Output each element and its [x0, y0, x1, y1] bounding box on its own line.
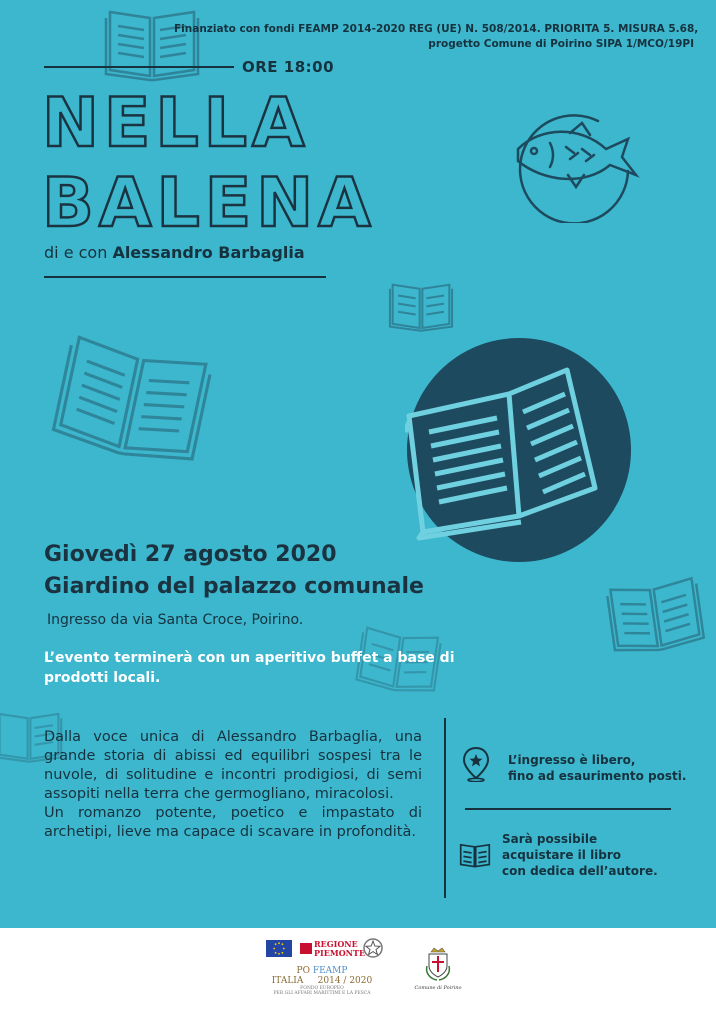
- po-label: PO: [296, 966, 310, 976]
- po-feamp-logo: [262, 966, 382, 996]
- divider: [465, 808, 671, 810]
- regione-line: PIEMONTE: [314, 947, 366, 958]
- open-book-icon: [599, 567, 711, 658]
- regione-line: REGIONE: [314, 939, 358, 949]
- years-label: 2014 / 2020: [317, 976, 373, 986]
- info-line: acquistare il libro: [502, 848, 622, 862]
- regione-piemonte-logo: [300, 939, 366, 958]
- open-book-icon: [386, 278, 456, 332]
- description-paragraph: Un romanzo potente, poetico e impastato di archetipi, lieve ma capace di scavare in profondità.: [44, 805, 422, 840]
- book-description: [44, 728, 422, 842]
- title-line: NELLA: [42, 84, 310, 163]
- fund-line: FONDO EUROPEO: [300, 986, 344, 991]
- italia-years: [262, 976, 382, 986]
- feamp-label: FEAMP: [312, 966, 348, 976]
- regione-label: [314, 940, 365, 957]
- divider: [444, 718, 446, 898]
- aperitivo-note: L’evento terminerà con un aperitivo buffet a base di prodotti locali.: [44, 650, 455, 686]
- book-emblem-icon: [405, 336, 633, 564]
- author-credit: [44, 243, 305, 262]
- comune-crest: [423, 946, 453, 982]
- po-feamp-label: [262, 966, 382, 976]
- funding-line: Finanziato con fondi FEAMP 2014-2020 REG (UE) N. 508/2014. PRIORITA 5. MISURA 5.68,: [174, 23, 699, 35]
- eu-flag-icon: [266, 940, 292, 957]
- funding-notice: [174, 22, 699, 52]
- location-pin-icon: [462, 746, 490, 782]
- book-sale-info: [502, 831, 658, 879]
- fish-icon: [510, 103, 645, 223]
- title-line: BALENA: [42, 164, 376, 243]
- open-book-icon: [44, 317, 221, 474]
- event-place: Giardino del palazzo comunale: [44, 574, 424, 599]
- italian-republic-emblem: [362, 937, 384, 959]
- open-book-icon: [458, 840, 492, 870]
- comune-label: Comune di Poirino: [414, 985, 462, 991]
- event-date: Giovedì 27 agosto 2020: [44, 542, 337, 567]
- author-name: Alessandro Barbaglia: [112, 243, 305, 262]
- divider: [44, 66, 234, 68]
- info-line: fino ad esaurimento posti.: [508, 769, 687, 783]
- italia-label: ITALIA: [271, 976, 304, 986]
- regione-shield-icon: [300, 943, 312, 954]
- event-entrance: Ingresso da via Santa Croce, Poirino.: [47, 612, 304, 628]
- event-title: [42, 84, 402, 244]
- info-line: L’ingresso è libero,: [508, 753, 636, 767]
- event-time: ORE 18:00: [242, 58, 335, 76]
- divider: [44, 276, 326, 278]
- author-prefix: di e con: [44, 243, 108, 262]
- info-line: Sarà possibile: [502, 832, 598, 846]
- free-entry-info: [508, 752, 686, 784]
- fund-line: PER GLI AFFARI MARITTIMI E LA PESCA: [273, 991, 371, 996]
- funding-line: progetto Comune di Poirino SIPA 1/MCO/19PI: [428, 38, 694, 50]
- description-paragraph: Dalla voce unica di Alessandro Barbaglia, una grande storia di abissi ed equilibri sospesi tra le nuvole, di solitudine e incontri prodigiosi, di semi assopiti nella terra che germogliano, miracolosi.: [44, 729, 422, 802]
- info-line: con dedica dell’autore.: [502, 864, 658, 878]
